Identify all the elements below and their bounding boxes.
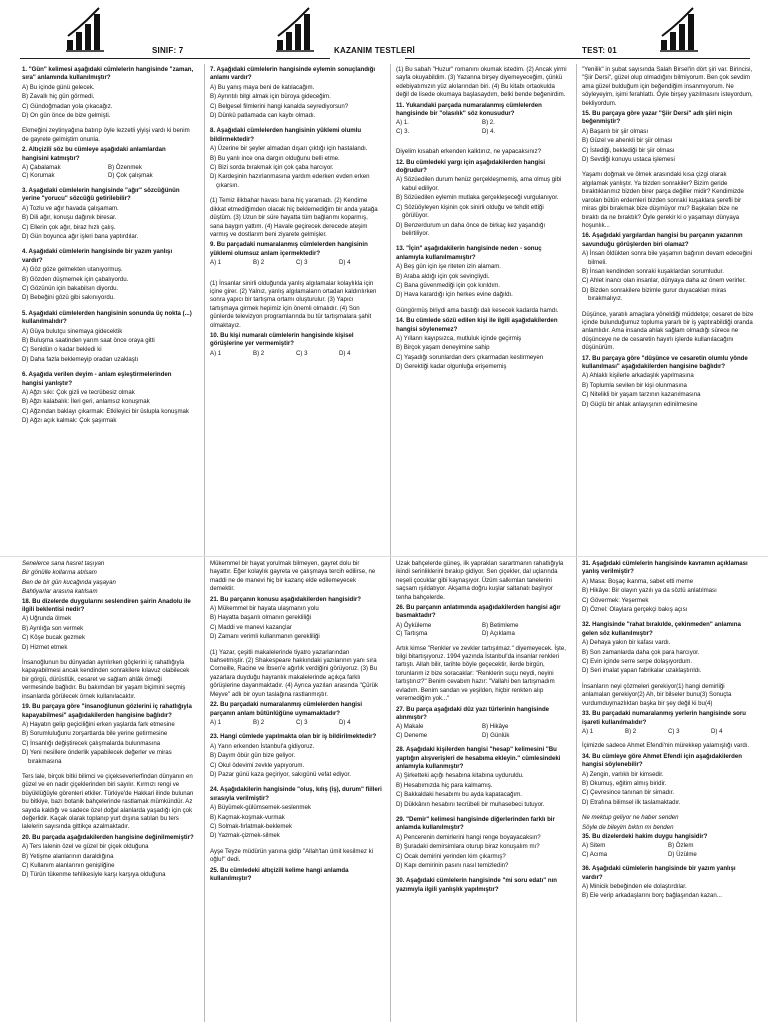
answer-option: A) 1 xyxy=(210,349,222,357)
answer-options-row xyxy=(210,259,382,267)
question-stem: 12. Bu cümledeki yargı için aşağıdakilerden hangisi doğrudur? xyxy=(396,158,546,175)
question-stem: 22. Bu parçadaki numaralanmış cümlelerden hangisi parçanın anlam bütünlüğüne uymamaktadır? xyxy=(210,701,363,717)
answer-option: A) Büyümek-gülümsemek-seslenmek xyxy=(210,804,311,812)
answer-option: D) Hizmet etmek xyxy=(22,643,68,651)
answer-option: A) Zengin, varlıklı bir kimsedir. xyxy=(582,770,664,778)
question-stem: 31. Aşağıdaki cümlelerin hangisinde kavramın açıklaması yanlış verilmiştir? xyxy=(582,560,748,576)
answer-option: C) Deneme xyxy=(396,731,428,739)
answer-option: B) Araba aldığı için çok sevinçliydi. xyxy=(396,272,490,280)
answer-option: D) Çok çalışmak xyxy=(108,172,153,180)
answer-option: B) Sözüedilen eylemin mutlaka gerçekleşeceği vurgulanıyor. xyxy=(396,194,559,202)
question-stem: 5. Aşağıdaki cümlelerden hangisinin sonunda üç nokta (...) kullanılmalıdır? xyxy=(22,309,192,326)
column-divider xyxy=(576,64,577,1022)
answer-option: D) Etrafına bilimsel ilk taslamaktadır. xyxy=(582,798,681,806)
answer-option: B) İnsan kendinden sonraki kuşaklardan sorumludur. xyxy=(582,267,724,275)
bar-chart-logo-icon xyxy=(276,6,314,52)
answer-option: D) Güçlü bir ahlak anlayışının edinilmesine xyxy=(582,400,698,408)
answer-option: C) Sözüöyleyen kişinin çok sinirli olduğu ve tehdit ettiği görülüyor. xyxy=(396,203,544,220)
answer-option: B) Bu yanlı ince ona dargın olduğunu belli etme. xyxy=(210,154,340,162)
answer-option: B) Dili ağır, konuşu dağınık biresar. xyxy=(22,214,117,222)
poem-line: Bahtiyarlar arasına katılsam xyxy=(22,588,98,596)
answer-option: A) Sitem xyxy=(582,842,606,850)
answer-option: B) Özlem xyxy=(668,842,694,850)
answer-option: D) 4. xyxy=(482,127,496,135)
answer-option: C) Ellerin çok ağır, biraz hızlı çalış. xyxy=(22,223,116,231)
answer-option: B) 2 xyxy=(625,727,637,735)
test-number: TEST: 01 xyxy=(582,46,617,55)
answer-option: D) Seri imalat yapan fabrikalar uzaklaştırıldı. xyxy=(582,667,702,675)
answer-option: D) Günlük xyxy=(482,731,510,739)
answer-option: A) Başarılı bir şiir olması xyxy=(582,127,649,135)
answer-option: D) 4 xyxy=(339,718,351,726)
answer-options-row xyxy=(396,119,568,127)
answer-option: B) Hayatta başarılı olmanın gerekliliği xyxy=(210,614,311,622)
answer-option: D) Dükkânın hesabını tecrübeli bir muhasebeci tutuyor. xyxy=(396,800,545,808)
column-4 xyxy=(582,66,754,552)
answer-option: C) Bakkaldaki hesabımı bu ayda kapatacağım. xyxy=(396,791,523,799)
answer-option: B) Ayrılığa son vermek xyxy=(22,624,84,632)
answer-option: C) 3 xyxy=(668,727,680,735)
question-stem: 36. Aşağıdaki cümlelerin hangisinde bir yazım yanlışı vardır? xyxy=(582,865,736,881)
answer-options-row xyxy=(396,128,568,136)
question-stem: 10. Bu kişi numaralı cümlelerin hangisinde kişisel görüşlerine yer vermemiştir? xyxy=(210,331,354,348)
answer-option: B) Son zamanlarda daha çok para harcıyor. xyxy=(582,648,700,656)
question-stem: 29. "Demir" kelimesi hangisinde diğerlerinden farklı bir anlamda kullanılmıştır? xyxy=(396,815,555,832)
answer-option: B) Şuradaki demirsimlara oturup biraz konuşalım mı? xyxy=(396,843,540,851)
column-6 xyxy=(210,560,382,1022)
answer-option: C) Tartışma xyxy=(396,630,428,638)
answer-option: D) Dünkü patlamada can kaybı olmadı. xyxy=(210,112,316,120)
answer-option: C) Maddi ve manevi kazançlar xyxy=(210,623,292,631)
answer-option: A) Sözüedilen durum henüz gerçekleşmemiş, ama olmuş gibi kabul ediliyor. xyxy=(396,176,562,192)
answer-option: C) 3. xyxy=(396,127,410,135)
answer-option: A) Makale xyxy=(396,723,424,731)
answer-option: A) Bu yanış maya beni de katılacağım. xyxy=(210,83,315,91)
answer-option: A) Uğrunda ölmek xyxy=(22,615,72,623)
question-stem: 23. Hangi cümlede yapılmakta olan bir iş bildirilmektedir? xyxy=(210,733,377,741)
question-stem: 35. Bu dizelerdeki hakim duygu hangisidir? xyxy=(582,832,708,840)
answer-option: D) Benzerdurum un daha önce de birkaç kez yaşandığı belirtiliyor. xyxy=(396,221,546,237)
answer-option: C) Nitelikli bir yaşam tarzının kazanılmasına xyxy=(582,391,701,399)
answer-options-row xyxy=(22,164,194,172)
reading-passage: Diyelim kısabah erkenden kalktınız, ne yapacaksınız? xyxy=(396,148,541,156)
answer-option: B) Hikâye xyxy=(482,723,509,731)
answer-option: C) İstediği, beklediği bir şiir olması xyxy=(582,146,675,154)
question-stem: 21. Bu parçanın konusu aşağıdakilerden hangisidir? xyxy=(210,595,362,603)
answer-option: B) Gözden düşmemek için çabalıyordu. xyxy=(22,275,129,283)
answer-option: B) 2. xyxy=(482,119,495,127)
answer-option: B) Ayrıntılı bilgi almak için büroya gideceğim. xyxy=(210,93,331,101)
answer-option: C) Gövermek: Yeşermek xyxy=(582,596,649,604)
answer-option: D) Üzülme xyxy=(668,850,697,858)
answer-options-row xyxy=(582,728,754,736)
answer-option: C) Solmak-fırlatmak-beklemek xyxy=(210,822,292,830)
answer-option: A) Dehaya yakın bir kafası vardı. xyxy=(582,639,671,647)
question-stem: 4. Aşağıdaki cümlelerin hangisinde bir yazım yanlışı vardır? xyxy=(22,248,173,264)
answer-option: A) Ağzı sıkı: Çok gizli ve tecrübesiz olmak xyxy=(22,389,135,396)
answer-option: B) 2 xyxy=(253,718,265,726)
answer-option: C) Yaşadığı sorunlardan ders çıkarmadan kestirmeyen xyxy=(396,353,544,361)
question-stem: 1. "Gün" kelimesi aşağıdaki cümlelerin hangisinde "zaman, sıra" anlamında kullanılmıştır? xyxy=(22,66,194,82)
answer-option: B) Sorumluluğunu zorşartlarda bile yerine getirmesine xyxy=(22,730,168,738)
reading-passage: Uzak bahçelerde güneş, ilk yaprakları sarartmanın rahatlığıyla ikindi serinliklerini bırakıp gidiyor. Sen çiçekler, dal uçlarında neşeli çocuklar gibi kaynaşıyor. Üzüm salkımları tanelerini saçsam ışıldatıyor. Akşama doğru kuşlar saltanatı başlıyor tenha bahçelerde. xyxy=(396,560,564,601)
reading-passage: Mükemmel bir hayat yorulmak bilmeyen, gayret dolu bir hayattır. Eğer kolaylık gayreta ve çalışmaya tercih edilirse, ne maddi ne de manevi hiç bir kazanç elde edilemeyecek demektir. xyxy=(210,560,376,593)
reading-passage: İçimizde sadece Ahmet Efendi'nin mürekkep yalamışlığı vardı. xyxy=(582,742,750,750)
answer-option: D) Daha fazla beklemeyip oradan uzaklaştı xyxy=(22,355,139,363)
answer-option: A) Yıllanrı kayıpsızca, mutluluk içinde geçirmiş xyxy=(396,334,522,342)
page-separator xyxy=(0,556,768,557)
question-stem: 20. Bu parçada aşağıdakilerden hangisine değinilmemiştir? xyxy=(22,833,194,841)
answer-option: D) 4 xyxy=(711,727,723,735)
answer-option: A) Mükemmel bir hayata ulaşmanın yolu xyxy=(210,605,319,613)
answer-option: C) İnsanlığı değiştirecek çalışmalarda bulunmasına xyxy=(22,739,161,747)
answer-option: B) Özenmek xyxy=(108,164,142,172)
question-stem: 2. Altıçizili söz bu cümleye aşağıdaki anlamlardan hangisini katmıştır? xyxy=(22,146,166,162)
answer-option: B) Yetişme alanlarının daraldığına xyxy=(22,852,114,860)
question-stem: 13. "İçin" aşağıdakilerin hangisinde neden - sonuç anlamıyla kullanılmamıştır? xyxy=(396,245,542,261)
answer-option: A) Göz göze gelmekten utanıyormuş. xyxy=(22,266,123,274)
answer-option: B) Güzel ve ahenkli bir şiir olması xyxy=(582,137,673,145)
answer-option: B) Dayım öbür gün bize geliyor. xyxy=(210,752,296,760)
answer-option: A) Üzerine bir şeyler almadan dışarı çıktığı için hastalandı. xyxy=(210,145,368,153)
header-rule xyxy=(405,58,750,59)
answer-option: C) Belgesel filmlerini hangi kanalda seyrediyorsun? xyxy=(210,102,349,110)
answer-option: D) On gün önce de bize gelmişti. xyxy=(22,112,111,120)
answer-option: A) Hayatın gelip geçiciliğini erken yaşlarda fark etmesine xyxy=(22,720,175,728)
question-stem: 25. Bu cümledeki altıçizili kelime hangi anlamda kullanılmıştır? xyxy=(210,866,349,882)
answer-option: A) 1 xyxy=(210,259,222,267)
answer-options-row xyxy=(210,719,382,727)
answer-option: D) Yeni nesillere önderlik yapabilecek değerler ve miras bırakmasına xyxy=(22,749,172,765)
answer-option: D) 4 xyxy=(339,349,351,357)
answer-option: C) Ocak demirini yerinden kim çıkarmış? xyxy=(396,852,506,860)
reading-passage: Düşünce, yaratılı amaçlara yöneldiği müddetçe; cesaret de bize içinde bulunduğumuz topluma yararlı bir iş yaptırabildiği oranda anlamlıdır. Ama insanda ahlak sağlam olmadığı sürece ne düşünceye ne de cesaretin hayırlı işlerde kullanılacağını düşünürüm. xyxy=(582,310,754,352)
poem-line: Ben de bir gün kucağında yaşayan xyxy=(22,578,116,586)
answer-option: A) Ahlaklı kişilerle arkadaşlık yapılmasına xyxy=(582,372,694,380)
answer-option: B) Hikâye: Bir olayın yazılı ya da sözlü anlatılması xyxy=(582,587,717,595)
column-2 xyxy=(210,66,382,552)
answer-option: B) Zavallı hiç gün görmedi. xyxy=(22,93,95,101)
answer-option: A) Masa: Boşaç ikanma, sabet etti meme xyxy=(582,577,694,585)
answer-options-row xyxy=(396,622,568,630)
answer-option: C) Bizi sorda bırakmak için çok çaba harcıyor. xyxy=(210,164,334,172)
bar-chart-logo-icon xyxy=(66,6,104,52)
poem-line: Ne mektup geliyor ne haber senden xyxy=(582,814,679,822)
poem-line: Bir gönülle kollarına atılsam xyxy=(22,569,97,577)
answer-option: B) Birçok yaşam deneyimine sahip xyxy=(396,344,490,352)
poem-line: Söyle de bileyim bıktın mı benden xyxy=(582,823,674,831)
question-stem: 19. Bu parçaya göre "insanoğlunun gözlerini iç rahatlığıyla kapayabilmesi" aşağıdakilerden hangisine bağlıdır? xyxy=(22,703,192,719)
answer-option: A) 1. xyxy=(396,119,409,127)
reading-passage: İnsanların neyi çözmeleri gerekiyor(1) hangi demirliği anlamaları gerekiyor(2) Ah, bir bilseler bunu(3) Sonuçta vurdumduymazlıktan başka bir şey değil ki bu(4) xyxy=(582,682,732,707)
page-title: KAZANIM TESTLERİ xyxy=(334,46,415,55)
answer-option: A) Ters lalenin özel ve güzel bir çiçek olduğuna xyxy=(22,843,149,851)
question-stem: 28. Aşağıdaki kişilerden hangisi "hesap" kelimesini "Bu yaptığın alışverişleri de hesabıma ekleyin." cümlesindeki anlamıyla kullanmıştır? xyxy=(396,746,561,770)
question-stem: 17. Bu parçaya göre "düşünce ve cesaretin olumlu yönde kullanılması" aşağıdakilerden hangisine bağlıdır? xyxy=(582,354,748,370)
answer-option: A) Beş gün için işe riteten izin alamam. xyxy=(396,263,501,271)
answer-option: D) 4 xyxy=(339,259,351,267)
answer-option: B) Ele verip arkadaşlarını borç bağlaşından kazan... xyxy=(582,892,722,900)
grade-label: SINIF: 7 xyxy=(152,46,184,55)
answer-option: B) Hesabımızda hiç para kalmamış. xyxy=(396,781,493,789)
answer-option: C) 3 xyxy=(296,259,308,267)
answer-option: C) Ahlet inancı olan insanlar, dünyaya daha az önem verirler. xyxy=(582,277,746,285)
reading-passage: Güngörmüş biriydi ama bastığı dalı kesecek kadarda hamdı. xyxy=(396,306,559,314)
header-rule xyxy=(20,58,330,59)
question-stem: 15. Bu parçaya göre yazar "Şiir Dersi" adlı şiiri niçin beğenmiştir? xyxy=(582,110,733,126)
column-7 xyxy=(396,560,568,1022)
answer-option: B) Buluşma saatinden yarım saat önce oraya gitti xyxy=(22,336,155,344)
answer-options-row xyxy=(582,842,754,850)
question-stem: 33. Bu parçadaki numaralanmış yerlerin hangisinde soru işareti kullanılmalıdır? xyxy=(582,710,746,726)
answer-option: C) Çevresince tanınan bir simadır. xyxy=(582,789,675,797)
answer-option: A) Şirketteki açığı hesabına kitabına uyduruldu. xyxy=(396,772,524,780)
reading-passage: Ters lale, birçok bitki bilimci ve çiçekseverlerfindan dünyanın en güzel ve en nadir çiçeklerinden biri sayılır. Kırmızı rengi ve büyüklüğüyle görenleri etkiler. Türkiye'de Hakkari ilinde bulunan bu bitkiye, bazı botanik bahçelerinde rastlamak mümkündür. Az sayıda kaldığı ve sadece özel doğal alanlarda yaşadığı için çok değerlidir. Kaçak olarak toplanıp yurt dışına satılan bu ters lalelerin sayısında gittikçe azalmaktadır. xyxy=(22,772,194,831)
reading-passage: (1) Yazar, çeşitli makalelerinde tiyatro yazarlarından bahsetmiştir. (2) Shakespeare hakkındaki yazılarının yanı sıra Corneille, Racine ve İbsen'e ağırlık verdiğini görüyoruz. (3) Bu yazarlara duyduğu hayranlık makalelerinde açıkça farklı görüşlerine dayanmaktadır. (4) Ayrıca yazıları arasında "Çürük Meyve" adlı bir oyun taslağına rastlanmıştır. xyxy=(210,648,379,698)
question-stem: 3. Aşağıdaki cümlelerin hangisinde "ağır" sözcüğünün yerine "yorucu" sözcüğü getirilebilir? xyxy=(22,186,180,203)
answer-option: A) Çabalamak xyxy=(22,164,61,172)
question-stem: 34. Bu cümleye göre Ahmet Efendi için aşağıdakilerden hangisi söylenebilir? xyxy=(582,752,742,769)
answer-option: D) Sevdiği konuyu ustaca işlemesi xyxy=(582,156,675,164)
answer-option: D) Bizden sonrakilere bizimle gurur duyacakları miras bırakmalıyız. xyxy=(582,286,727,303)
answer-option: D) Pazar günü kaza geçiriyor, sakıgünü vefat ediyor. xyxy=(210,770,351,778)
question-stem: 14. Bu cümlede sözü edilen kişi ile ilgili aşağıdakilerden hangisi söylenemez? xyxy=(396,317,558,333)
answer-options-row xyxy=(582,851,754,859)
reading-passage: (1) İnsanlar sinirli olduğunda yanlış algılamalar kolaylıkla için içine girer. (2) Yalnız, yanlış algılamaların ortadan kaldırılırken sonra yapıcı bir tartışma ortamı oluşturulur. (3) Yapıcı tartışmaya girmek hepimiz için önemli olmalıdır. (4) Son günlerde televizyon programlarında bu tür tartışmalara şahit olmaktayız. xyxy=(210,279,377,329)
answer-option: C) Okul ödevimi zevkle yapıyorum. xyxy=(210,761,305,769)
answer-option: A) İnsan öldükten sonra bile yaşamın bağının devam edeceğini bilmeli. xyxy=(582,250,753,266)
answer-option: C) Gündoğmadan yola çıkacağız. xyxy=(22,102,113,110)
question-stem: 9. Bu parçadaki numaralanmış cümlelerden hangisinin yüklemi olumsuz anlam içermektedir? xyxy=(210,241,368,257)
answer-option: D) Zamanı verimli kullanmanın gerekliliği xyxy=(210,633,320,641)
question-stem: 30. Aşağıdaki cümlelerin hangisinde "mi soru edatı" nın yazımıyla ilgili yanlışlık yapılmıştır? xyxy=(396,877,557,893)
reading-passage: Yaşamı doğmak ve ölmek arasındaki kısa çizgi olarak algılamak yanlıştır. Ya bizden sonrakiler? Bizim geride bıraktıklarımız bizden birer parça değiller midir? Kendimizde varolan bütün erdemleri bizden sonraki kuşaklara şerefli bir miras gibi bırakmak bize düşmüyor mu? Başkaları bize ne bıraktı da ne bıraktık? Öyle gerekir ki o yaşamayı dünyaya hoşunlık... xyxy=(582,171,744,229)
answer-option: A) Pencerenin demirlerini hangi renge boyayacaksın? xyxy=(396,833,541,841)
question-stem: 24. Aşağıdakilerin hangisinde "oluş, kılış (iş), durum" fiilleri sırasıyla verilmiştir? xyxy=(210,786,382,802)
answer-option: B) Betimleme xyxy=(482,621,519,629)
answer-option: D) Yazmak-çizmek-silmek xyxy=(210,832,280,840)
answer-option: A) Yarın erkenden İstanbul'a gidiyoruz. xyxy=(210,742,315,750)
answer-option: C) Evin içinde serre serpe dolaşıyordum. xyxy=(582,658,693,666)
reading-passage: Ayşe Teyze müdürün yanına gidip "Allah'tan ümit kesilmez ki oğlu!" dedi. xyxy=(210,847,373,864)
reading-passage: Ekmeğini zeytinyağına batırıp öyle lezzetli yiyişi vardı ki benim de gayrete gelmiştim onunla. xyxy=(22,127,190,143)
question-stem: 11. Yukarıdaki parçada numaralanmış cümlelerden hangisinde bir "olasılık" söz konusudur? xyxy=(396,101,542,118)
answer-option: D) Ağzı açık kalmak: Çok şaşırmak xyxy=(22,417,117,425)
column-8 xyxy=(582,560,754,1022)
answer-option: C) Acıma xyxy=(582,850,608,858)
question-stem: 26. Bu parçanın anlatımında aşağıdakilerden hangisi ağır basmaktadır? xyxy=(396,604,561,620)
answer-option: A) Güya bulutçu sinemaya gidecektik xyxy=(22,327,123,335)
answer-option: D) Türün tükenme tehlikesiyle karşı karşıya olduğuna xyxy=(22,871,166,879)
answer-option: C) Korumak xyxy=(22,172,55,180)
answer-options-row xyxy=(396,723,568,731)
answer-option: D) Bebeğini gözü gibi sakınıyordu. xyxy=(22,294,115,302)
question-stem: 6. Aşağıda verilen deyim - anlam eşleştirmelerinden hangisi yanlıştır? xyxy=(22,371,172,387)
answer-option: C) 3 xyxy=(296,349,308,357)
reading-passage: İnsanoğlunun bu dünyadan ayrılırken göçlerini iç rahatlığıyla kapayabilmesi ancak kendinden sonrakilere kılavuz olabilecek bir görgü, dürüstlük, cesaret ve sağlam ahlâk örneği vermesinde bağlıdır. Bu bakımdan bir yaşam biçimini seçmiş insanlarda görülecek örnek kullanılacaktır. xyxy=(22,659,190,700)
question-stem: 32. Hangisinde "rahat bırakılde, çekinmeden" anlamına gelen söz kullanılmıştır? xyxy=(582,621,741,637)
question-stem: 7. Aşağıdaki cümlelerin hangisinde eylemin sonuçlandığı anlamı vardır? xyxy=(210,66,376,82)
answer-option: C) 3 xyxy=(296,718,308,726)
answer-option: C) Ağzından baklayı çıkarmak: Etkileyici bir üslupla konuşmak xyxy=(22,407,189,415)
reading-passage: "Yenilik" in şubat sayısında Salah Birsel'in dört şiri var. Birincisi, "Şiir Dersi", güzel olup olmadığını bilmiyorum. Ben çok sevdim ama güzel bulduğum için beğendiğim insanmıyorum. Ne söyleyeyim, işimi ferahlattı. Öyle birşey yazılmasını isteyordum, bekliyordum. xyxy=(582,66,753,107)
answer-options-row xyxy=(396,630,568,638)
answer-option: B) 2 xyxy=(253,349,265,357)
reading-passage: Artık kimse "Renkler ve zevkler tartışılmaz." diyemeyecek. İşte, bilgi bitartışıyoruz. 1994 yazında İstanbul'da insanlar renkleri tartıştı. Allah bilir, tarihte böyle geçecektir, ilerde birgün, torunlarım iz bize soracaklar: "Renklerin suçu neydi, neyini tartıştınız?" Benim cevabım hazır: "Vallahi ben tartışmadım evladım. Benim sandan ve yeşilden, hiçbir renkten alıp veremediğim yok..." xyxy=(396,644,566,703)
answer-option: D) Gerektiği kadar olgunluğa erişememiş xyxy=(396,363,507,371)
reading-passage: (1) Bu sabah "Huzur" romanını okumak istedim. (2) Ancak yirmi sayfa okuyabildim. (3) Yazanna birşey diyemeyeceğim, çünkü edebiyatımızın yüz akılarından biri. (4) Bu kitabı ortaokulda değil de lisede okumaya başlasaydım, belki bende beğenirdim. xyxy=(396,66,567,99)
answer-option: C) Kullanım alanlarının genişliğine xyxy=(22,862,115,869)
question-stem: 18. Bu dizelerde duygularını seslendiren şairin Anadolu ile ilgili beklentisi nedir? xyxy=(22,597,191,614)
answer-option: B) Ağzı kalabalık: İleri geri, anlamsız konuşmak xyxy=(22,398,150,406)
bar-chart-logo-icon xyxy=(660,6,698,52)
reading-passage: (1) Temiz ilikbahar havası bana hiç yaramadı. (2) Kendime dikkat etmediğimden olacak hiç beklemediğim bir anda yatağa düştüm. (3) Uzun bir süre hayatta tüm bağlarımı koparmış, sana baygın yattım. (4) Havale geçirecek derecede ateşim varmış ve dostlarım beni ziyarete gelmişler. xyxy=(210,197,378,238)
answer-option: A) Tozlu ve ağır havada çalışamam. xyxy=(22,204,119,212)
answer-option: B) Toplumla sevilen bir kişi olunmasına xyxy=(582,381,687,389)
column-3 xyxy=(396,66,568,552)
answer-option: A) Minicik bebeğinden ele dolaştırdılar. xyxy=(582,883,687,890)
answer-option: C) Bana güvenmediği için çok kırıldım. xyxy=(396,281,500,289)
question-stem: 8. Aşağıdaki cümlelerden hangisinin yüklemi olumlu bildirmektedir? xyxy=(210,127,362,143)
answer-option: C) Köşe bucak gezmek xyxy=(22,634,85,642)
answer-option: B) 2 xyxy=(253,259,265,267)
answer-option: B) Kaçmak-koşmak-vurmak xyxy=(210,813,285,821)
answer-options-row xyxy=(22,172,194,180)
answer-option: D) Kapı demirinin pasını nasıl temizledin? xyxy=(396,862,509,869)
answer-option: D) Gün boyunca ağır işleri bana yaptırdılar. xyxy=(22,232,139,240)
answer-option: C) Senidün o kadar bekledi ki xyxy=(22,346,102,354)
answer-option: D) Açıklama xyxy=(482,630,515,638)
page-header xyxy=(0,0,768,62)
question-stem: 27. Bu parça aşağıdaki düz yazı türlerinin hangisinde alınmıştır? xyxy=(396,705,550,721)
answer-option: A) Öyküleme xyxy=(396,621,432,629)
answer-option: A) 1 xyxy=(582,727,594,735)
answer-option: A) 1 xyxy=(210,718,222,726)
answer-option: D) Öznel: Olaylara gerçekçi bakış açısı xyxy=(582,606,688,614)
answer-option: B) Okumuş, eğitim almış biridir. xyxy=(582,779,667,787)
column-divider xyxy=(204,64,205,1022)
answer-option: C) Gözünün için bakabilsın diyordu. xyxy=(22,284,119,292)
answer-options-row xyxy=(396,732,568,740)
column-divider xyxy=(390,64,391,1022)
column-1 xyxy=(22,66,194,552)
answer-option: A) Bu içinde günü gelecek. xyxy=(22,83,95,91)
question-stem: 16. Aşağıdaki yargılardan hangisi bu parçanın yazarının savunduğu görüşlerden biri olamaz? xyxy=(582,232,743,248)
poem-line: Senelerce sana hasret taşıyan xyxy=(22,560,105,567)
column-5 xyxy=(22,560,194,1022)
answer-option: D) Kardeşinin hazırlanmasına yardım ederken evden erken çıkarsın. xyxy=(210,173,370,189)
answer-options-row xyxy=(210,350,382,358)
answer-option: D) Hava karardığı için herkes evine dağıldı. xyxy=(396,291,513,299)
